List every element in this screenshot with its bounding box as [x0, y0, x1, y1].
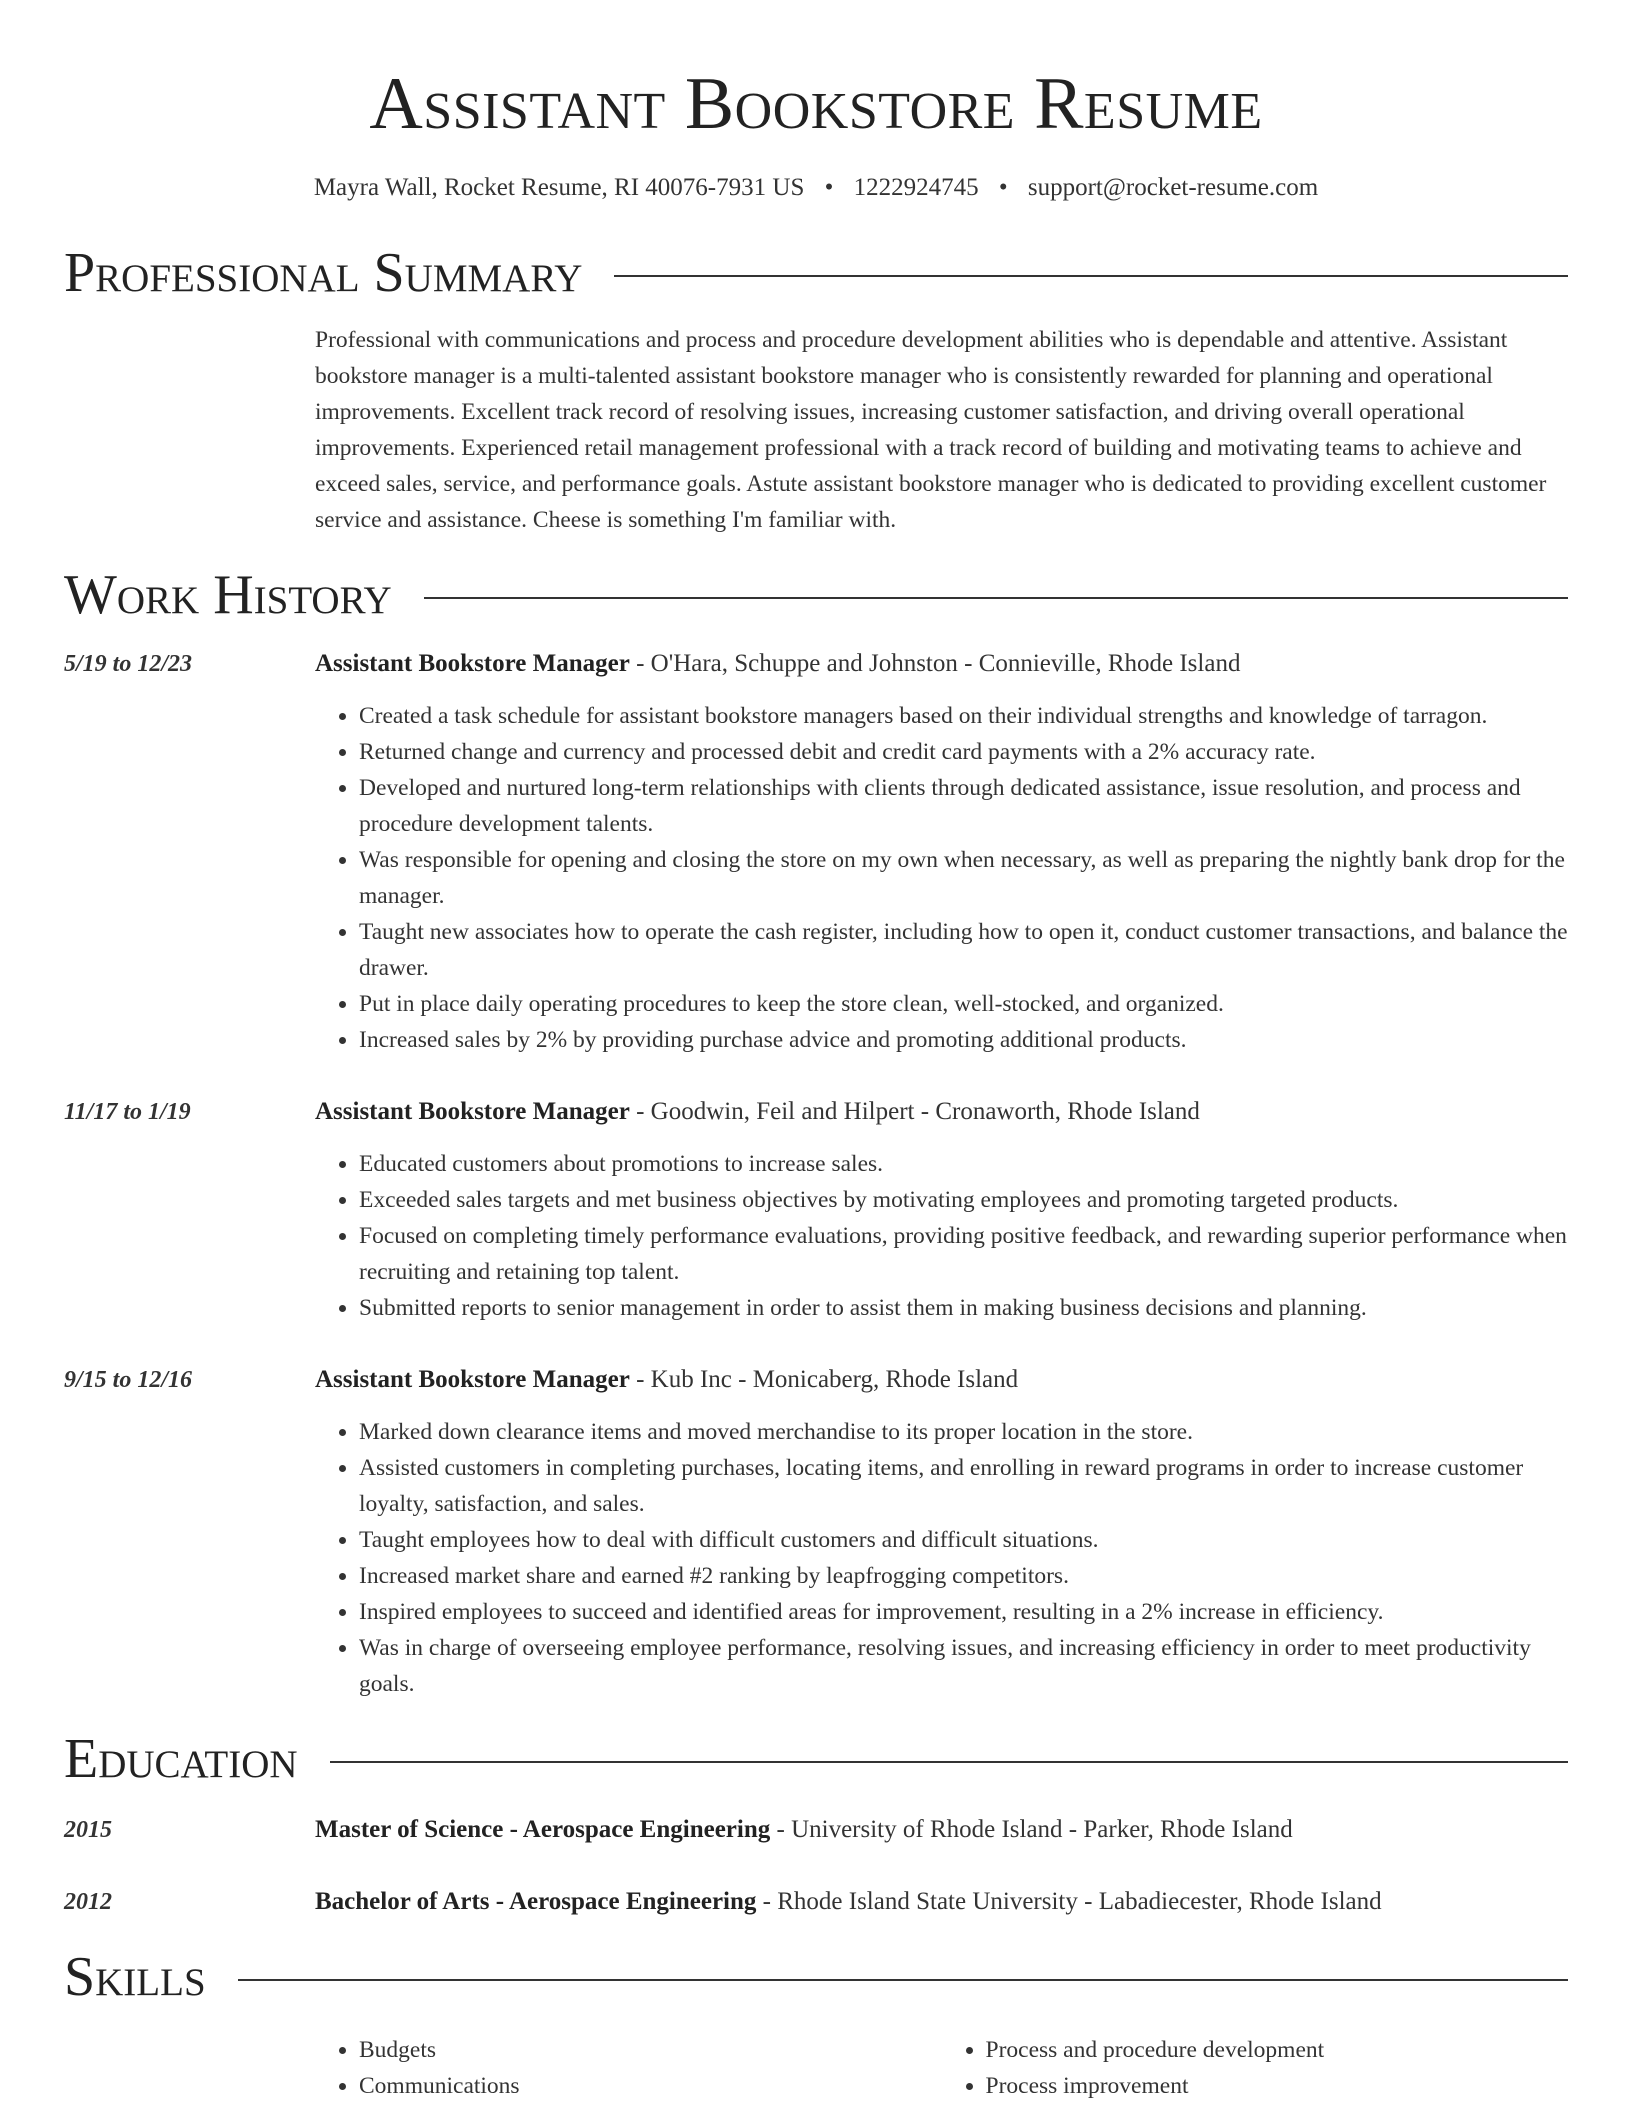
job-bullet: • Increased sales by 2% by providing purchase advice and promoting additional products.	[359, 1022, 1568, 1058]
job-employer: - Kub Inc - Monicaberg, Rhode Island	[636, 1366, 1019, 1393]
education-heading	[315, 1884, 1568, 1920]
education-degree: Master of Science - Aerospace Engineering	[315, 1816, 771, 1843]
job-bullet-list	[315, 1414, 1568, 1702]
section-divider	[614, 275, 1568, 277]
job-employer: - Goodwin, Feil and Hilpert - Cronaworth, Rhode Island	[636, 1098, 1200, 1125]
job-bullet: • Taught employees how to deal with difficult customers and difficult situations.	[359, 1522, 1568, 1558]
section-divider	[238, 1979, 1568, 1981]
job-bullet: • Submitted reports to senior management in order to assist them in making business decisions and planning.	[359, 1290, 1568, 1326]
education-entry	[64, 1884, 1568, 1920]
job-heading	[315, 1362, 1568, 1398]
skills-list-right	[942, 2032, 1569, 2104]
education-heading	[315, 1812, 1568, 1848]
resume-page	[64, 0, 1568, 2104]
education-school: - Rhode Island State University - Labadiecester, Rhode Island	[762, 1888, 1382, 1915]
education-school: - University of Rhode Island - Parker, Rhode Island	[776, 1816, 1293, 1843]
job-bullet: • Was responsible for opening and closing the store on my own when necessary, as well as preparing the nightly bank drop for the manager.	[359, 842, 1568, 914]
contact-email: support@rocket-resume.com	[1027, 174, 1319, 201]
skill-item: • Process improvement	[986, 2068, 1569, 2104]
job-bullet-list	[315, 1146, 1568, 1326]
section-title-education: Education	[64, 1728, 298, 1790]
job-dates: 11/17 to 1/19	[64, 1099, 191, 1125]
section-header-summary	[64, 242, 1568, 304]
job-bullet: • Assisted customers in completing purchases, locating items, and enrolling in reward programs in order to increase customer loyalty, satisfaction, and sales.	[359, 1450, 1568, 1522]
job-bullet: • Returned change and currency and processed debit and credit card payments with a 2% accuracy rate.	[359, 734, 1568, 770]
job-bullet: • Marked down clearance items and moved merchandise to its proper location in the store.	[359, 1414, 1568, 1450]
job-dates: 5/19 to 12/23	[64, 651, 193, 677]
job-employer: - O'Hara, Schuppe and Johnston - Connieville, Rhode Island	[636, 650, 1241, 677]
job-bullet: • Exceeded sales targets and met business objectives by motivating employees and promoting targeted products.	[359, 1182, 1568, 1218]
job-bullet: • Was in charge of overseeing employee performance, resolving issues, and increasing efficiency in order to meet productivity goals.	[359, 1630, 1568, 1702]
section-title-skills: Skills	[64, 1946, 206, 2008]
job-title: Assistant Bookstore Manager	[315, 1098, 630, 1125]
education-year: 2012	[64, 1889, 112, 1915]
contact-phone: 1222924745	[853, 174, 979, 201]
summary-paragraph: Professional with communications and process and procedure development abilities who is dependable and attentive. Assistant bookstore manager is a multi-talented assistant bookstore manager who is consistently rewarded for planning and operational improvements. Excellent track record of resolving issues, increasing customer satisfaction, and driving overall operational improvements. Experienced retail management professional with a track record of building and motivating teams to achieve and exceed sales, service, and performance goals. Astute assistant bookstore manager who is dedicated to providing excellent customer service and assistance. Cheese is something I'm familiar with.	[315, 327, 1547, 533]
section-title-summary: Professional Summary	[64, 242, 583, 304]
section-header-skills	[64, 1946, 1568, 2008]
skills-columns	[315, 2032, 1568, 2104]
job-title: Assistant Bookstore Manager	[315, 1366, 630, 1393]
job-bullet: • Created a task schedule for assistant bookstore managers based on their individual strengths and knowledge of tarragon.	[359, 698, 1568, 734]
skill-item: • Budgets	[359, 2032, 942, 2068]
skill-item: • Process and procedure development	[986, 2032, 1569, 2068]
contact-line	[64, 172, 1568, 204]
job-dates: 9/15 to 12/16	[64, 1367, 193, 1393]
section-divider	[424, 597, 1568, 599]
job-bullet: • Inspired employees to succeed and identified areas for improvement, resulting in a 2% increase in efficiency.	[359, 1594, 1568, 1630]
job-bullet: • Taught new associates how to operate the cash register, including how to open it, conduct customer transactions, and balance the drawer.	[359, 914, 1568, 986]
job-entry	[64, 1362, 1568, 1702]
job-bullet: • Increased market share and earned #2 ranking by leapfrogging competitors.	[359, 1558, 1568, 1594]
job-title: Assistant Bookstore Manager	[315, 650, 630, 677]
contact-separator: •	[998, 174, 1008, 201]
job-entry	[64, 1094, 1568, 1326]
job-body	[315, 1362, 1568, 1702]
job-body	[315, 1094, 1568, 1326]
contact-separator: •	[824, 174, 834, 201]
skill-item: • Communications	[359, 2068, 942, 2104]
job-bullet: • Developed and nurtured long-term relationships with clients through dedicated assistance, issue resolution, and process and procedure development talents.	[359, 770, 1568, 842]
section-header-education	[64, 1728, 1568, 1790]
job-heading	[315, 646, 1568, 682]
job-bullet: • Educated customers about promotions to increase sales.	[359, 1146, 1568, 1182]
job-entry	[64, 646, 1568, 1058]
education-degree: Bachelor of Arts - Aerospace Engineering	[315, 1888, 757, 1915]
job-body	[315, 646, 1568, 1058]
section-header-work-history	[64, 564, 1568, 626]
contact-address: Mayra Wall, Rocket Resume, RI 40076-7931 US	[313, 174, 805, 201]
job-bullet: • Put in place daily operating procedures to keep the store clean, well-stocked, and organized.	[359, 986, 1568, 1022]
job-heading	[315, 1094, 1568, 1130]
job-bullet-list	[315, 698, 1568, 1058]
job-bullet: • Focused on completing timely performance evaluations, providing positive feedback, and rewarding superior performance when recruiting and retaining top talent.	[359, 1218, 1568, 1290]
section-divider	[330, 1761, 1568, 1763]
education-entry	[64, 1812, 1568, 1848]
skills-list-left	[315, 2032, 942, 2104]
education-year: 2015	[64, 1817, 112, 1843]
resume-title: Assistant Bookstore Resume	[369, 63, 1263, 145]
section-title-work-history: Work History	[64, 564, 392, 626]
